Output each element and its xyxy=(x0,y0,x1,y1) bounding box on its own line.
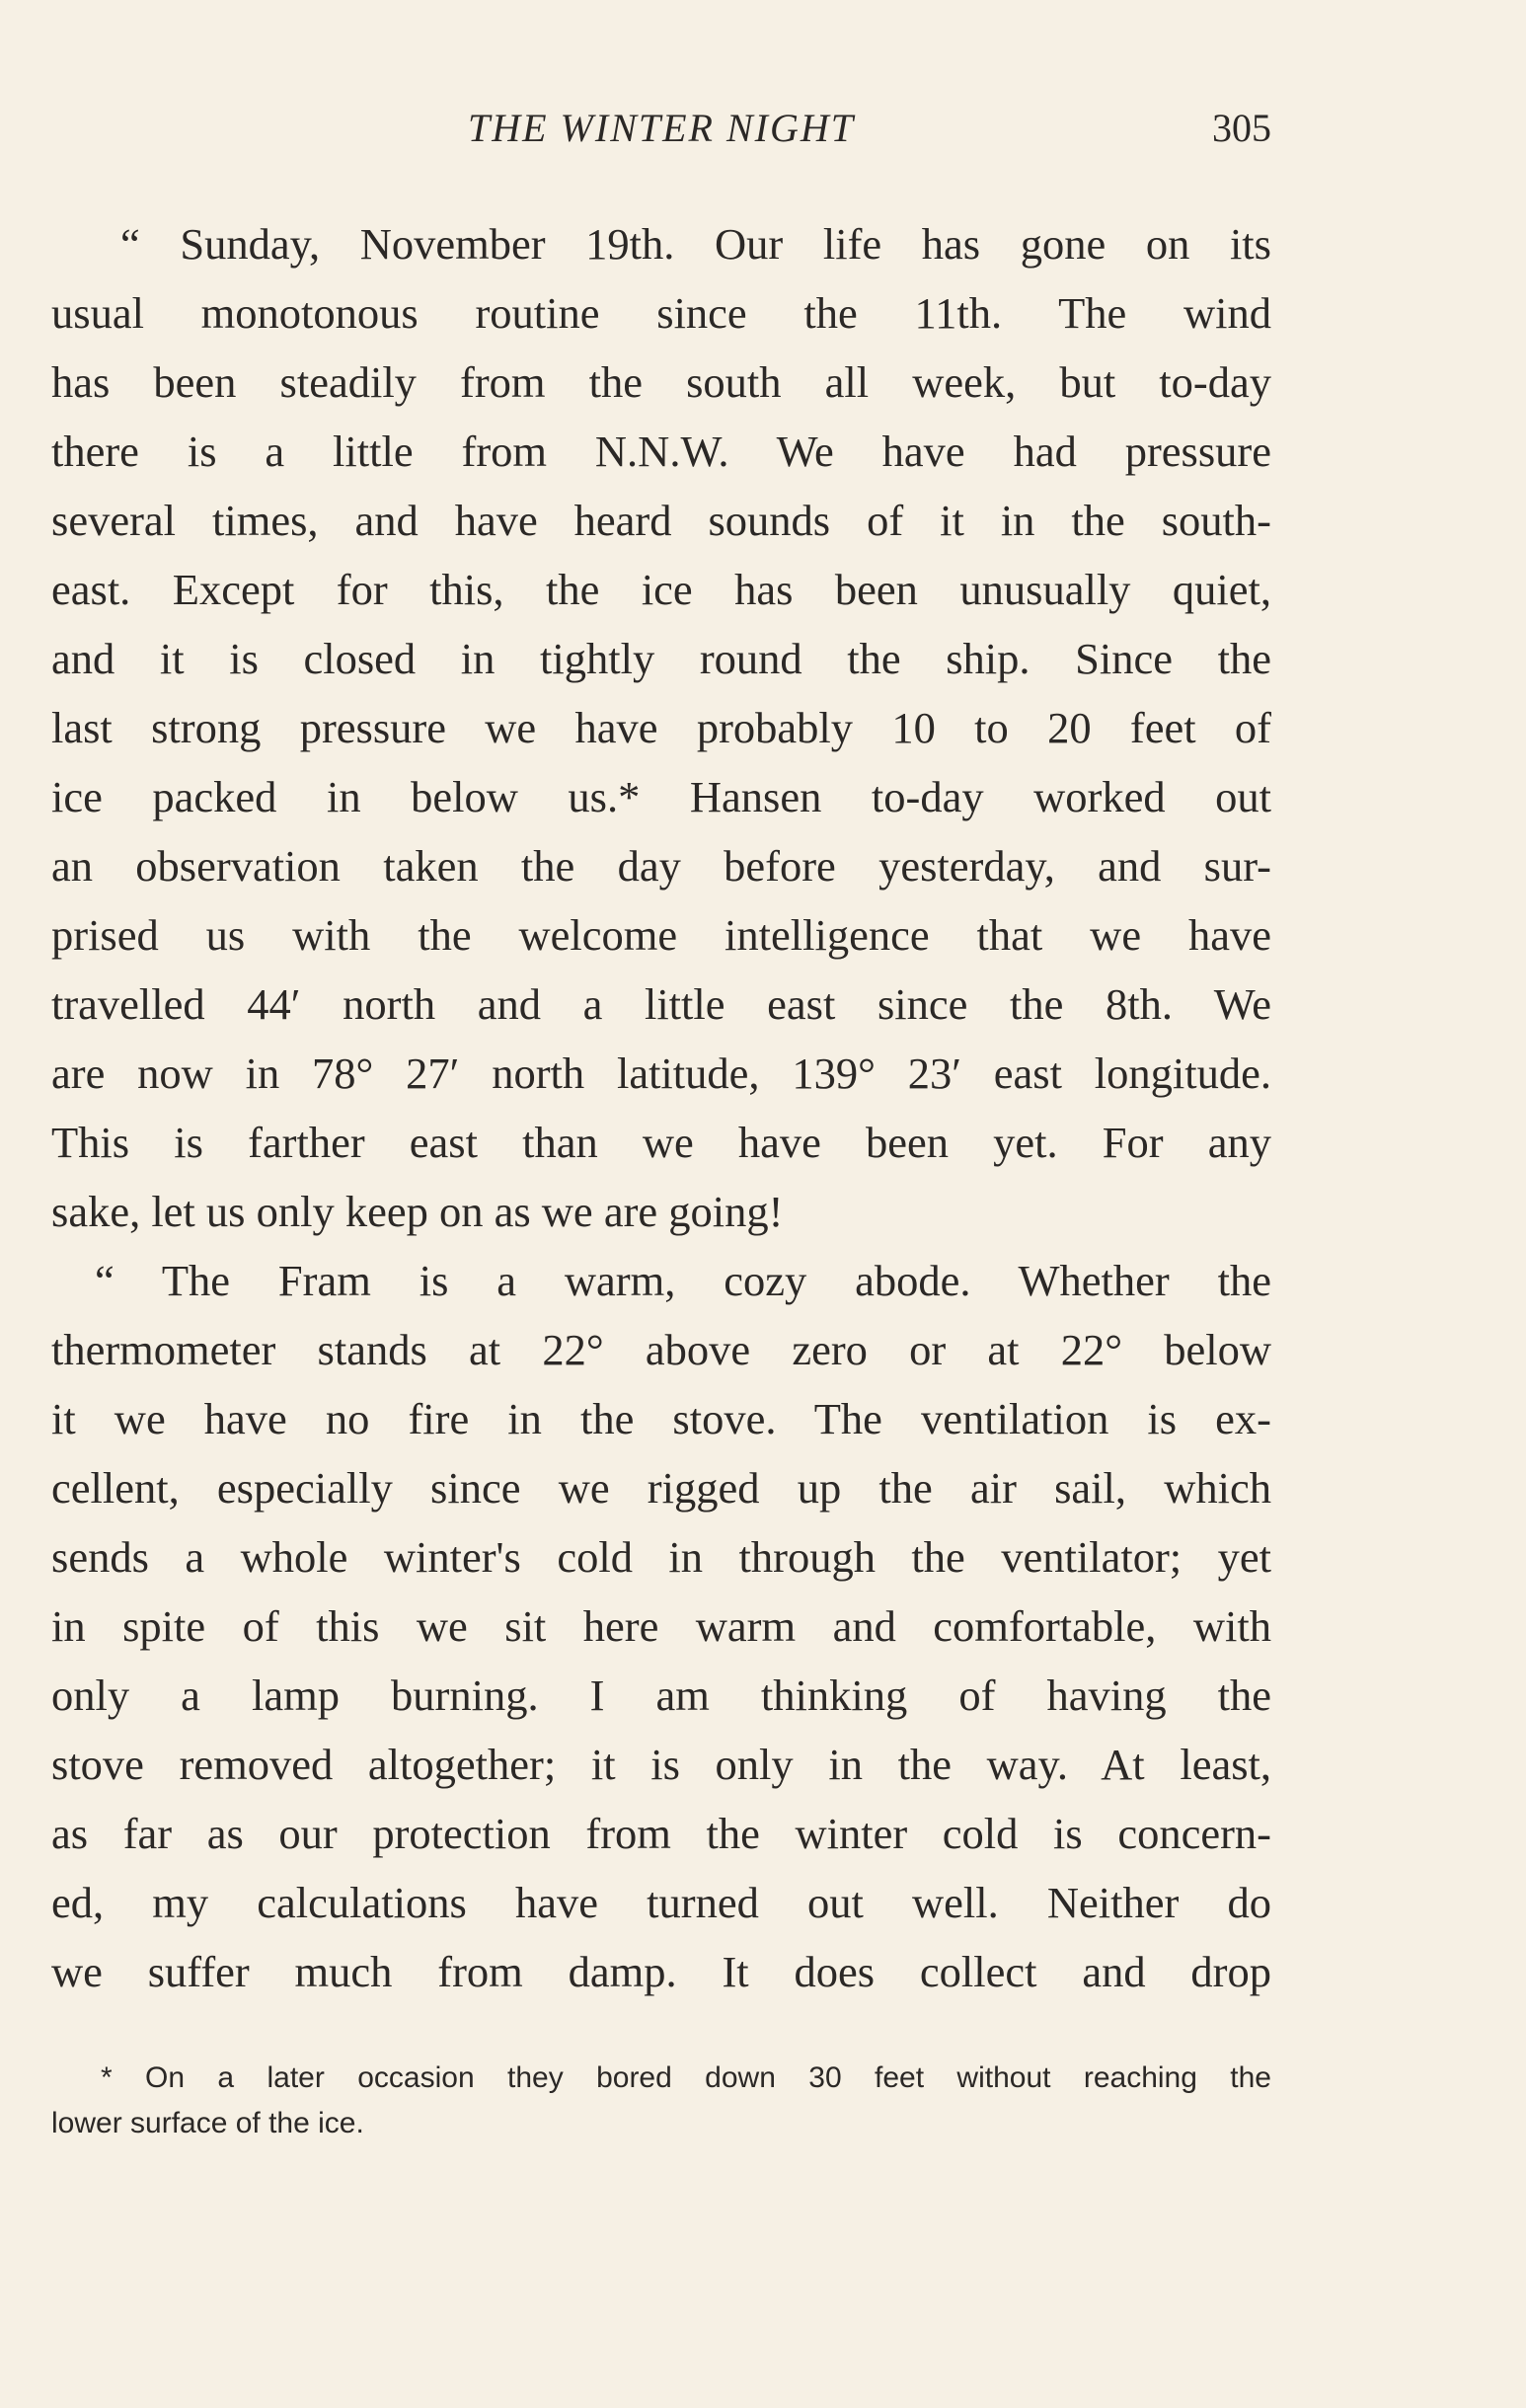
footnote-line: * On a later occasion they bored down 30 feet without reaching the xyxy=(101,2061,1271,2094)
text-line: ice packed in below us.* Hansen to-day worked out xyxy=(51,772,1271,821)
text-line: sake, let us only keep on as we are going! xyxy=(51,1187,784,1236)
text-line: an observation taken the day before yesterday, and sur- xyxy=(51,841,1271,891)
text-line: This is farther east than we have been yet. For any xyxy=(51,1118,1271,1167)
text-line: several times, and have heard sounds of it in the south- xyxy=(51,496,1271,545)
text-line: “ The Fram is a warm, cozy abode. Whether the xyxy=(95,1256,1271,1305)
text-line: cellent, especially since we rigged up the air sail, which xyxy=(51,1463,1271,1513)
text-line: has been steadily from the south all week, but to-day xyxy=(51,357,1271,407)
text-line: sends a whole winter's cold in through the ventilator; yet xyxy=(51,1532,1271,1582)
running-title: THE WINTER NIGHT xyxy=(467,106,856,150)
body-text xyxy=(51,209,1271,2006)
text-line: and it is closed in tightly round the ship. Since the xyxy=(51,634,1271,683)
text-line: “ Sunday, November 19th. Our life has gone on its xyxy=(120,219,1271,269)
text-line: as far as our protection from the winter cold is concern- xyxy=(51,1809,1271,1858)
text-line: only a lamp burning. I am thinking of having the xyxy=(51,1670,1271,1720)
page-number: 305 xyxy=(1212,106,1271,150)
footnote xyxy=(51,2056,1271,2146)
footnote-line: lower surface of the ice. xyxy=(51,2107,364,2139)
text-line: thermometer stands at 22° above zero or at 22° below xyxy=(51,1325,1271,1374)
text-line: east. Except for this, the ice has been unusually quiet, xyxy=(51,565,1271,614)
text-line: usual monotonous routine since the 11th. The wind xyxy=(51,288,1271,338)
text-line: are now in 78° 27′ north latitude, 139° 23′ east longitude. xyxy=(51,1049,1271,1098)
text-line: prised us with the welcome intelligence that we have xyxy=(51,910,1271,960)
text-line: stove removed altogether; it is only in the way. At least, xyxy=(51,1740,1271,1789)
text-line: travelled 44′ north and a little east since the 8th. We xyxy=(51,979,1271,1029)
text-line: ed, my calculations have turned out well. Neither do xyxy=(51,1878,1271,1927)
text-line: in spite of this we sit here warm and comfortable, with xyxy=(51,1601,1271,1651)
text-line: we suffer much from damp. It does collect and drop xyxy=(51,1947,1271,1996)
text-line: last strong pressure we have probably 10 to 20 feet of xyxy=(51,703,1271,752)
text-line: there is a little from N.N.W. We have had pressure xyxy=(51,427,1271,476)
running-head xyxy=(51,99,1271,158)
text-line: it we have no fire in the stove. The ventilation is ex- xyxy=(51,1394,1271,1443)
